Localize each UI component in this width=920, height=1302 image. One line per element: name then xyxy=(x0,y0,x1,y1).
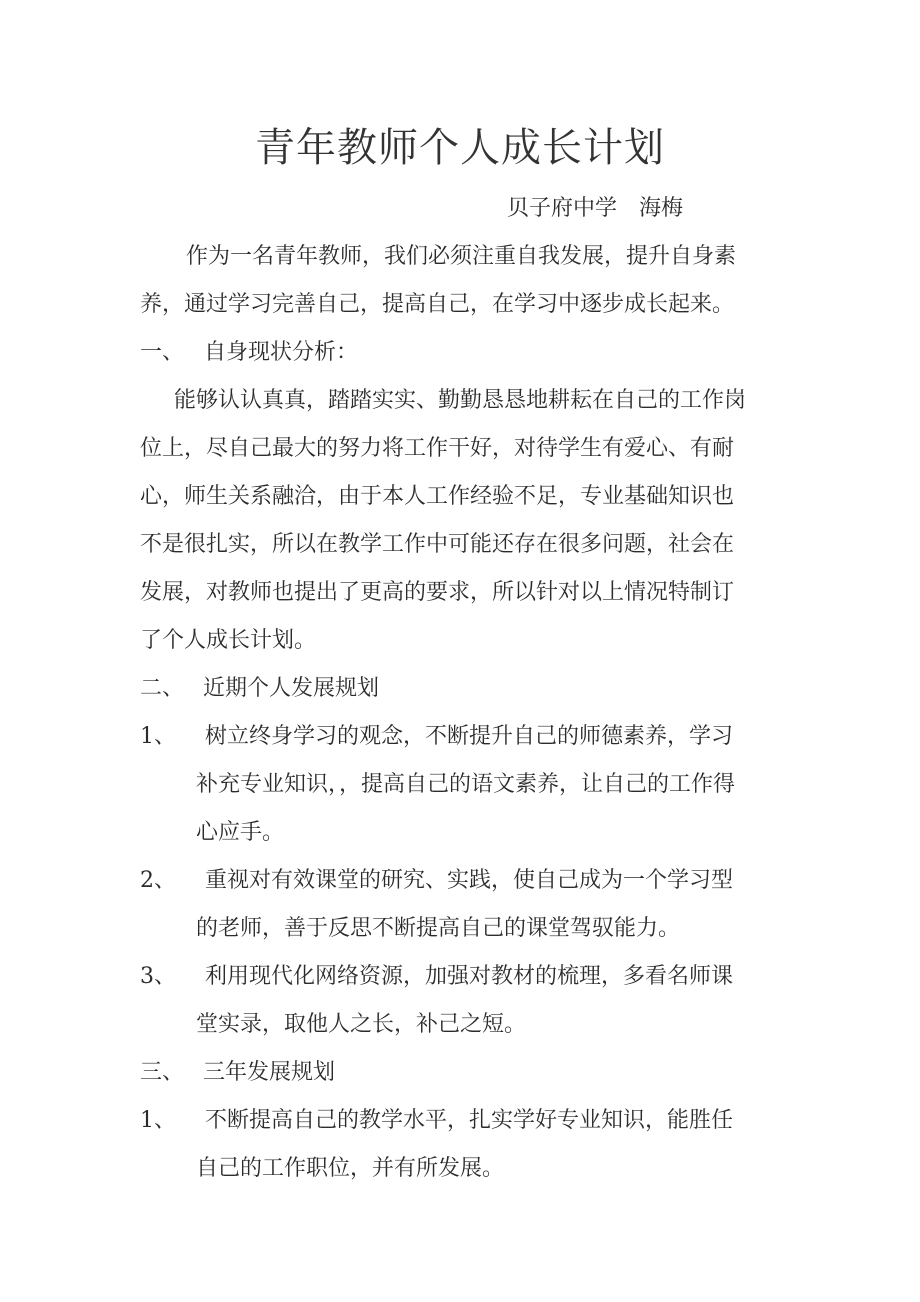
section-1-para-line-2: 位上，尽自己最大的努力将工作干好，对待学生有爱心、有耐 xyxy=(140,436,735,461)
section-1-heading: 自身现状分析： xyxy=(204,340,359,365)
section-1-para-line-1: 能够认认真真，踏踏实实、勤勤恳恳地耕耘在自己的工作岗 xyxy=(174,388,747,413)
section-2-number: 二、 xyxy=(140,676,185,701)
section-1-para-line-5: 发展，对教师也提出了更高的要求，所以针对以上情况特制订 xyxy=(140,580,735,605)
section-2-item-2-number: 2、 xyxy=(140,868,176,893)
document-title: 青年教师个人成长计划 xyxy=(255,125,665,171)
section-1-para-line-4: 不是很扎实，所以在教学工作中可能还存在很多问题，社会在 xyxy=(140,532,735,557)
section-2-heading: 近期个人发展规划 xyxy=(203,676,380,701)
intro-line-2: 养，通过学习完善自己，提高自己，在学习中逐步成长起来。 xyxy=(140,292,735,317)
section-2-item-1-line-3: 心应手。 xyxy=(196,820,285,845)
section-2-item-1-number: 1、 xyxy=(140,724,176,749)
section-3-heading: 三年发展规划 xyxy=(203,1060,336,1085)
section-3-item-1-line-2: 自己的工作职位，并有所发展。 xyxy=(196,1156,505,1181)
section-2-item-2-line-1: 重视对有效课堂的研究、实践，使自己成为一个学习型 xyxy=(205,868,734,893)
intro-line-1: 作为一名青年教师，我们必须注重自我发展，提升自身素 xyxy=(186,244,737,269)
section-1-para-line-3: 心，师生关系融洽，由于本人工作经验不足，专业基础知识也 xyxy=(140,484,735,509)
section-1-number: 一、 xyxy=(140,340,185,365)
section-3-item-1-number: 1、 xyxy=(140,1108,176,1133)
section-2-item-3-line-1: 利用现代化网络资源，加强对教材的梳理，多看名师课 xyxy=(205,964,734,989)
section-2-item-1-line-1: 树立终身学习的观念，不断提升自己的师德素养，学习 xyxy=(205,724,734,749)
author-line: 贝子府中学 海梅 xyxy=(507,196,684,221)
section-2-item-3-number: 3、 xyxy=(140,964,176,989)
section-1-para-line-6: 了个人成长计划。 xyxy=(140,628,317,653)
section-3-number: 三、 xyxy=(140,1060,185,1085)
section-2-item-1-line-2: 补充专业知识，，提高自己的语文素养，让自己的工作得 xyxy=(196,772,736,797)
section-2-item-2-line-2: 的老师，善于反思不断提高自己的课堂驾驭能力。 xyxy=(196,916,681,941)
section-3-item-1-line-1: 不断提高自己的教学水平，扎实学好专业知识，能胜任 xyxy=(205,1108,734,1133)
section-2-item-3-line-2: 堂实录，取他人之长，补己之短。 xyxy=(196,1012,527,1037)
